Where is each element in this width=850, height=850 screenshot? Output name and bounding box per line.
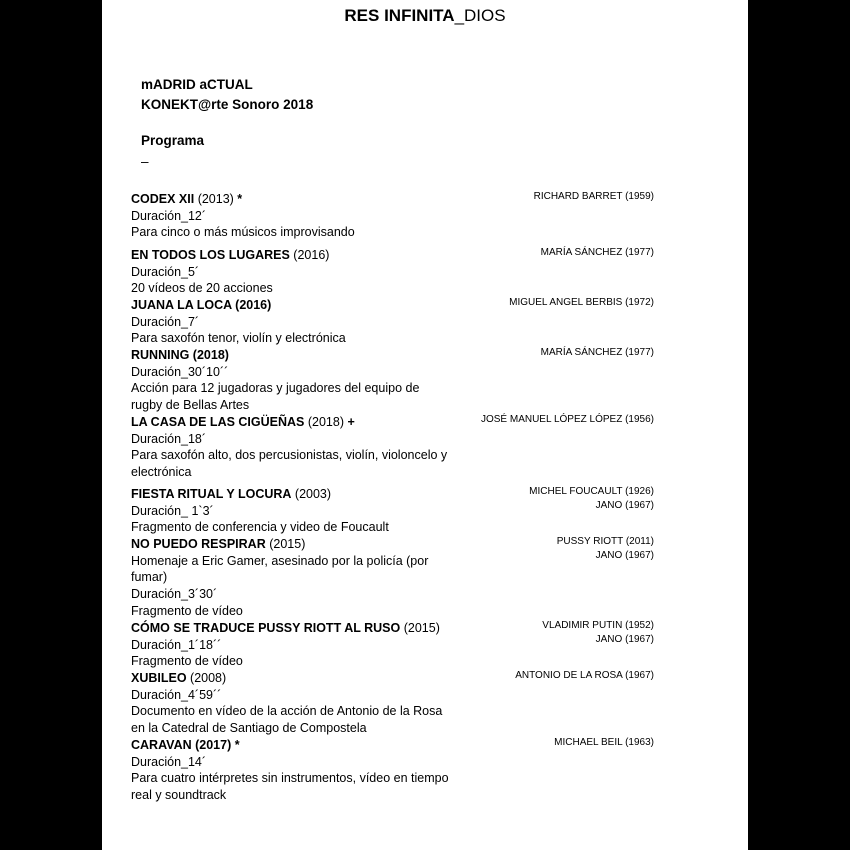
- program-item: [131, 620, 654, 670]
- work-detail: Fragmento de vídeo: [131, 603, 243, 618]
- work-detail: Duración_1´18´´: [131, 637, 222, 652]
- work-detail: en la Catedral de Santiago de Compostela: [131, 721, 367, 736]
- work-title: LA CASA DE LAS CIGÜEÑAS: [131, 415, 305, 429]
- program-item: [131, 486, 654, 536]
- program-item: [131, 414, 654, 481]
- composer-list: [541, 346, 654, 360]
- document-page: [102, 0, 748, 850]
- work-detail: Duración_18´: [131, 431, 207, 446]
- program-item: [131, 347, 654, 414]
- work-title: FIESTA RITUAL Y LOCURA: [131, 487, 292, 501]
- program-item: [131, 670, 654, 737]
- work-detail: Para cinco o más músicos improvisando: [131, 225, 355, 240]
- work-detail: 20 vídeos de 20 acciones: [131, 281, 273, 296]
- work-detail: Para cuatro intérpretes sin instrumentos, vídeo en tiempo: [131, 771, 449, 786]
- document-title: [102, 6, 748, 26]
- program-item: [131, 191, 654, 241]
- composer-name: RICHARD BARRET (1959): [533, 191, 654, 202]
- composer-name: JOSÉ MANUEL LÓPEZ LÓPEZ (1956): [480, 414, 654, 425]
- composer-list: [542, 619, 654, 647]
- work-year: (2013): [194, 192, 234, 206]
- work-detail: electrónica: [131, 465, 192, 480]
- composer-name: JANO (1967): [595, 500, 654, 511]
- work-detail: Duración_7´: [131, 314, 200, 329]
- work-detail: Para saxofón alto, dos percusionistas, violín, violoncelo y: [131, 448, 448, 463]
- work-detail: Documento en vídeo de la acción de Antonio de la Rosa: [131, 704, 443, 719]
- composer-list: [557, 535, 654, 563]
- work-detail: Fragmento de conferencia y video de Foucault: [131, 520, 389, 535]
- composer-list: [481, 413, 654, 427]
- title-bold: RES INFINITA: [344, 6, 455, 25]
- composer-name: MIGUEL ANGEL BERBIS (1972): [509, 297, 654, 308]
- work-title: EN TODOS LOS LUGARES: [131, 248, 290, 262]
- work-detail: Para saxofón tenor, violín y electrónica: [131, 331, 346, 346]
- title-suffix: _DIOS: [454, 6, 506, 25]
- work-title: JUANA LA LOCA (2016): [131, 298, 272, 312]
- work-detail: Duración_30´10´´: [131, 364, 229, 379]
- composer-name: PUSSY RIOTT (2011): [556, 536, 654, 547]
- composer-name: JANO (1967): [595, 550, 654, 561]
- program-item: [131, 536, 654, 620]
- composer-name: MICHEL FOUCAULT (1926): [529, 486, 654, 497]
- work-detail: Fragmento de vídeo: [131, 654, 243, 669]
- composer-list: [515, 669, 654, 683]
- program-heading: Programa: [141, 133, 205, 148]
- work-title: CÓMO SE TRADUCE PUSSY RIOTT AL RUSO: [131, 621, 401, 635]
- work-title: XUBILEO: [131, 671, 187, 685]
- composer-list: [529, 485, 654, 513]
- composer-name: MARÍA SÁNCHEZ (1977): [540, 247, 654, 258]
- work-year: (2003): [291, 487, 332, 501]
- work-year: (2015): [265, 537, 306, 551]
- composer-list: [534, 190, 654, 204]
- work-detail: fumar): [131, 570, 168, 585]
- work-marker: *: [233, 192, 243, 206]
- work-title: CARAVAN (2017) *: [131, 738, 240, 752]
- work-detail: rugby de Bellas Artes: [131, 398, 250, 413]
- work-detail: Homenaje a Eric Gamer, asesinado por la policía (por: [131, 553, 429, 568]
- program-item: [131, 247, 654, 297]
- composer-name: MARÍA SÁNCHEZ (1977): [540, 347, 654, 358]
- work-marker: +: [344, 415, 355, 429]
- work-year: (2015): [400, 621, 440, 635]
- work-title: CODEX XII: [131, 192, 195, 206]
- work-year: (2016): [289, 248, 330, 262]
- composer-name: ANTONIO DE LA ROSA (1967): [515, 670, 654, 681]
- work-detail: Duración_4´59´´: [131, 687, 222, 702]
- work-title: NO PUEDO RESPIRAR: [131, 537, 266, 551]
- program-item: [131, 737, 654, 804]
- organizer-name: mADRID aCTUAL: [141, 77, 253, 92]
- program-item: [131, 297, 654, 347]
- work-detail: Duración_5´: [131, 264, 200, 279]
- work-detail: real y soundtrack: [131, 788, 227, 803]
- composer-list: [509, 296, 654, 310]
- work-detail: Duración_ 1`3´: [131, 503, 214, 518]
- program-dash: –: [141, 154, 149, 169]
- work-title: RUNNING (2018): [131, 348, 229, 362]
- event-name: KONEKT@rte Sonoro 2018: [141, 96, 314, 112]
- composer-list: [541, 246, 654, 260]
- composer-list: [554, 736, 654, 750]
- work-detail: Acción para 12 jugadoras y jugadores del equipo de: [131, 381, 420, 396]
- work-year: (2018): [304, 415, 344, 429]
- work-detail: Duración_12´: [131, 208, 207, 223]
- work-year: (2008): [186, 671, 227, 685]
- event-header: [141, 75, 313, 114]
- composer-name: VLADIMIR PUTIN (1952): [542, 620, 654, 631]
- work-detail: Duración_3´30´: [131, 587, 218, 602]
- composer-name: JANO (1967): [595, 634, 654, 645]
- work-detail: Duración_14´: [131, 754, 207, 769]
- composer-name: MICHAEL BEIL (1963): [554, 737, 654, 748]
